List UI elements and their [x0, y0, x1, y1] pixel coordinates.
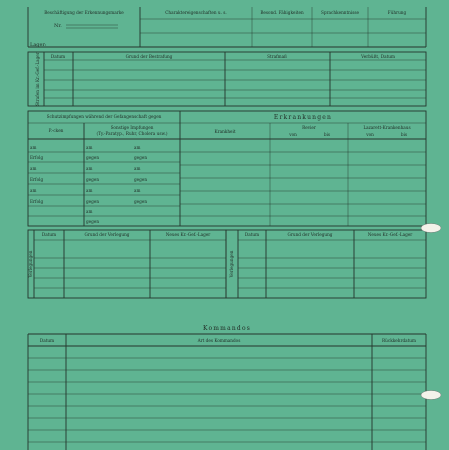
row-label: am [134, 166, 141, 171]
row-label: gegen [134, 155, 148, 160]
col-sonstige-detail: (Ty.-Paratyp., Ruhr, Cholera usw.) [96, 131, 168, 136]
col-neues-lager-left: Neues Kr.-Gef.-Lager [165, 232, 211, 237]
col-grund-verlegung-left: Grund der Verlegung [84, 232, 130, 237]
row-label: gegen [86, 177, 100, 182]
row-label: am [86, 166, 93, 171]
label-faehigkeiten: Besond. Fähigkeiten [260, 10, 304, 15]
row-label: am [30, 145, 37, 150]
col-revier-bis: bis [323, 132, 331, 137]
label-charakter: Charaktereigenschaften u. s. [165, 10, 227, 15]
col-grund-verlegung-right: Grund der Verlegung [287, 232, 333, 237]
row-label: am [86, 145, 93, 150]
row-label: Erfolg [30, 155, 44, 160]
col-lazarett-bis: bis [400, 132, 408, 137]
erkrankungen-title: Erkrankungen [273, 114, 333, 121]
row-label: gegen [86, 219, 100, 224]
row-label: gegen [134, 177, 148, 182]
punch-hole-upper [421, 224, 441, 233]
col-art-kommando: Art des Kommandos [197, 338, 241, 343]
col-revier: Revier [302, 125, 316, 130]
col-lazarett: Lazarett-Krankenhaus [363, 125, 411, 130]
col-rueckkehr: Rückkehrdatum [382, 338, 416, 343]
label-lager: Lager: [30, 42, 47, 48]
col-datum-verlegung-right: Datum [244, 232, 260, 237]
row-label: am [30, 188, 37, 193]
side-label-verlegungen-left: Verlegungen [28, 250, 33, 278]
col-datum-verlegung-left: Datum [41, 232, 57, 237]
row-label: am [134, 188, 141, 193]
row-label: am [30, 166, 37, 171]
row-label: gegen [134, 199, 148, 204]
col-lazarett-von: von [366, 132, 374, 137]
col-datum-strafen: Datum [50, 54, 66, 59]
row-label: gegen [86, 155, 100, 160]
col-neues-lager-right: Neues Kr.-Gef.-Lager [367, 232, 413, 237]
label-fuehrung: Führung [387, 10, 407, 15]
punch-hole-lower [421, 391, 441, 400]
kommandos-title: Kommandos [202, 325, 252, 332]
side-label-strafen: Strafen im Kr.-Gef.-Lager [35, 52, 40, 106]
col-pocken: P.-cken [48, 128, 64, 133]
label-nr: Nr. [54, 23, 62, 29]
row-label: am [134, 145, 141, 150]
col-revier-von: von [289, 132, 297, 137]
col-strafmass: Strafmaß [267, 54, 287, 59]
col-krankheit: Krankheit [214, 129, 236, 134]
row-label: Erfolg [30, 199, 44, 204]
impf-title: Schutzimpfungen während der Gefangenschaft gegen [46, 114, 162, 119]
impf-row-labels [30, 145, 147, 224]
label-sprachkenntnisse: Sprachkenntnisse [321, 10, 359, 15]
row-label: am [86, 209, 93, 214]
col-verbuesst: Verbüßt, Datum [361, 54, 395, 59]
row-label: Erfolg [30, 177, 44, 182]
label-erkennungsmarke: Beschäftigung der Erkennungsmarke [44, 10, 124, 15]
row-label: am [86, 188, 93, 193]
col-sonstige: Sonstige Impfungen [110, 125, 154, 130]
col-grund-bestrafung: Grund der Bestrafung [125, 54, 173, 59]
row-label: gegen [86, 199, 100, 204]
side-label-verlegungen-right: Verlegungen [229, 250, 234, 278]
col-datum-kommando: Datum [39, 338, 55, 343]
